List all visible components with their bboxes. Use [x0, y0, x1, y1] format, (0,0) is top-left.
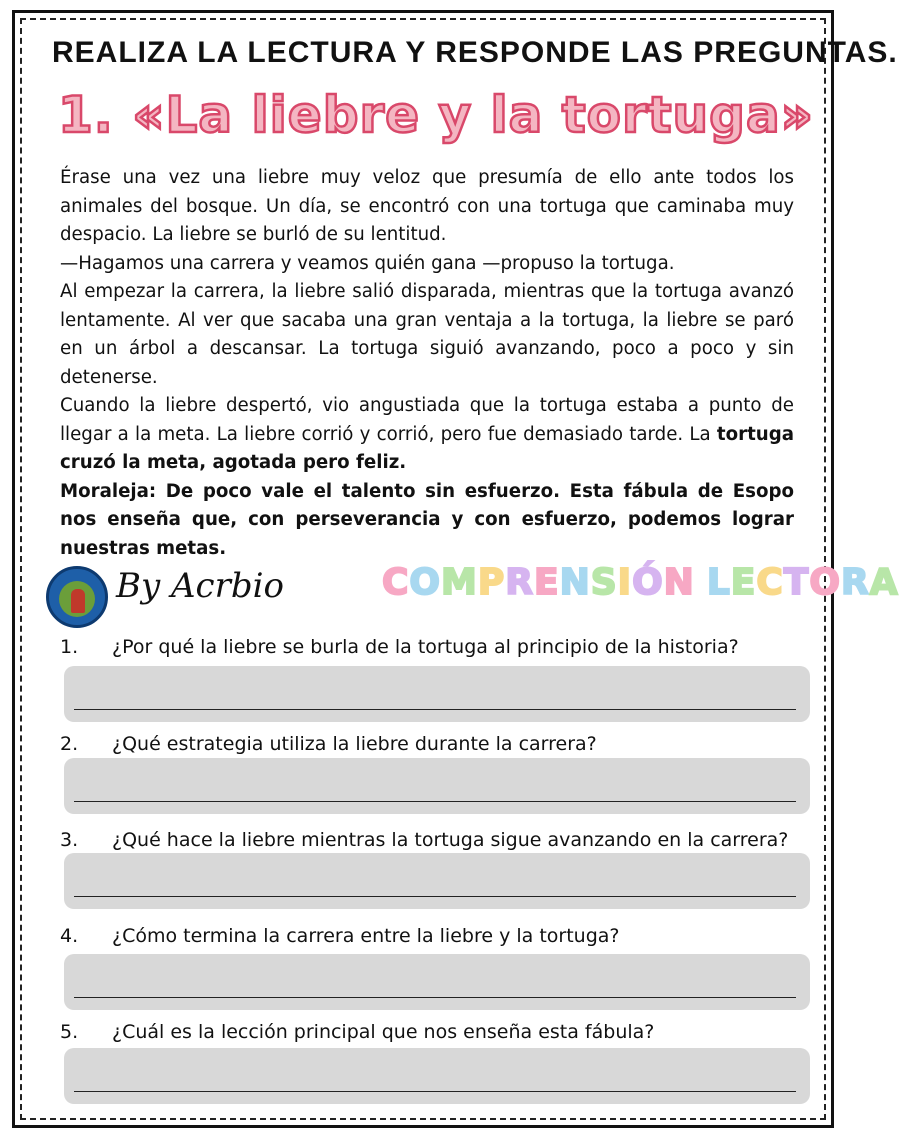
banner-letter: R [840, 562, 870, 603]
banner-letter: R [505, 562, 534, 603]
answer-box-3[interactable] [64, 853, 810, 909]
story-paragraph-3: Al empezar la carrera, la liebre salió disparada, mientras que la tortuga avanzó lentamente. Al ver que sacaba una gran ventaja a la tortuga, la liebre se paró en un árbol a descansar. La tortuga siguió avanzando, poco a poco y sin detenerse. [60, 281, 794, 388]
question-text: ¿Cómo termina la carrera entre la liebre y la tortuga? [112, 925, 620, 947]
story-paragraph-4-bold: tortuga cruzó la meta, agotada pero feliz. [60, 423, 794, 473]
question-number: 4. [60, 925, 79, 947]
comprension-lectora-banner [382, 562, 899, 603]
banner-letter: P [477, 562, 506, 603]
banner-letter: Ó [632, 562, 664, 603]
banner-letter: L [706, 562, 731, 603]
moral: Moraleja: De poco vale el talento sin esfuerzo. Esta fábula de Esopo nos enseña que, con perseverancia y con esfuerzo, podemos lograr nuestras metas. [60, 480, 794, 559]
story-title: 1. «La liebre y la tortuga» [58, 86, 814, 144]
answer-box-4[interactable] [64, 954, 810, 1010]
banner-letter: O [809, 562, 841, 603]
author-byline: By Acrbio [116, 566, 284, 606]
story-text [60, 164, 794, 563]
story-paragraph-4 [60, 392, 794, 478]
question-number: 3. [60, 829, 79, 851]
answer-box-5[interactable] [64, 1048, 810, 1104]
story-paragraph-4-text: Cuando la liebre despertó, vio angustiada que la tortuga estaba a punto de llegar a la meta. La liebre corrió y corrió, pero fue demasiado tarde. La [60, 395, 794, 445]
answer-line [74, 801, 796, 802]
banner-letter: E [730, 562, 757, 603]
answer-line [74, 997, 796, 998]
banner-letter: S [590, 562, 618, 603]
banner-letter: C [382, 562, 410, 603]
logo-figure [71, 589, 85, 613]
banner-letter: N [559, 562, 591, 603]
banner-letter: A [869, 562, 899, 603]
answer-line [74, 709, 796, 710]
author-logo-icon [46, 566, 108, 628]
question-number: 2. [60, 733, 79, 755]
question-text: ¿Por qué la liebre se burla de la tortuga al principio de la historia? [112, 636, 739, 658]
question-text: ¿Qué hace la liebre mientras la tortuga sigue avanzando en la carrera? [112, 829, 789, 851]
answer-box-2[interactable] [64, 758, 810, 814]
answer-line [74, 1091, 796, 1092]
question-number: 5. [60, 1021, 79, 1043]
instruction-heading: REALIZA LA LECTURA Y RESPONDE LAS PREGUNTAS. [52, 36, 898, 69]
banner-letter: O [409, 562, 442, 603]
banner-letter: E [533, 562, 560, 603]
banner-letter: M [441, 562, 478, 603]
banner-letter: C [756, 562, 784, 603]
answer-box-1[interactable] [64, 666, 810, 722]
banner-letter: N [663, 562, 695, 603]
question-text: ¿Cuál es la lección principal que nos enseña esta fábula? [112, 1021, 655, 1043]
answer-line [74, 896, 796, 897]
banner-letter: T [783, 562, 810, 603]
story-paragraph-1: Érase una vez una liebre muy veloz que presumía de ello ante todos los animales del bosque. Un día, se encontró con una tortuga que caminaba muy despacio. La liebre se burló de su lentitud. [60, 167, 794, 245]
story-paragraph-2: —Hagamos una carrera y veamos quién gana —propuso la tortuga. [60, 252, 675, 274]
question-text: ¿Qué estrategia utiliza la liebre durante la carrera? [112, 733, 597, 755]
banner-letter: I [617, 562, 633, 603]
question-number: 1. [60, 636, 79, 658]
